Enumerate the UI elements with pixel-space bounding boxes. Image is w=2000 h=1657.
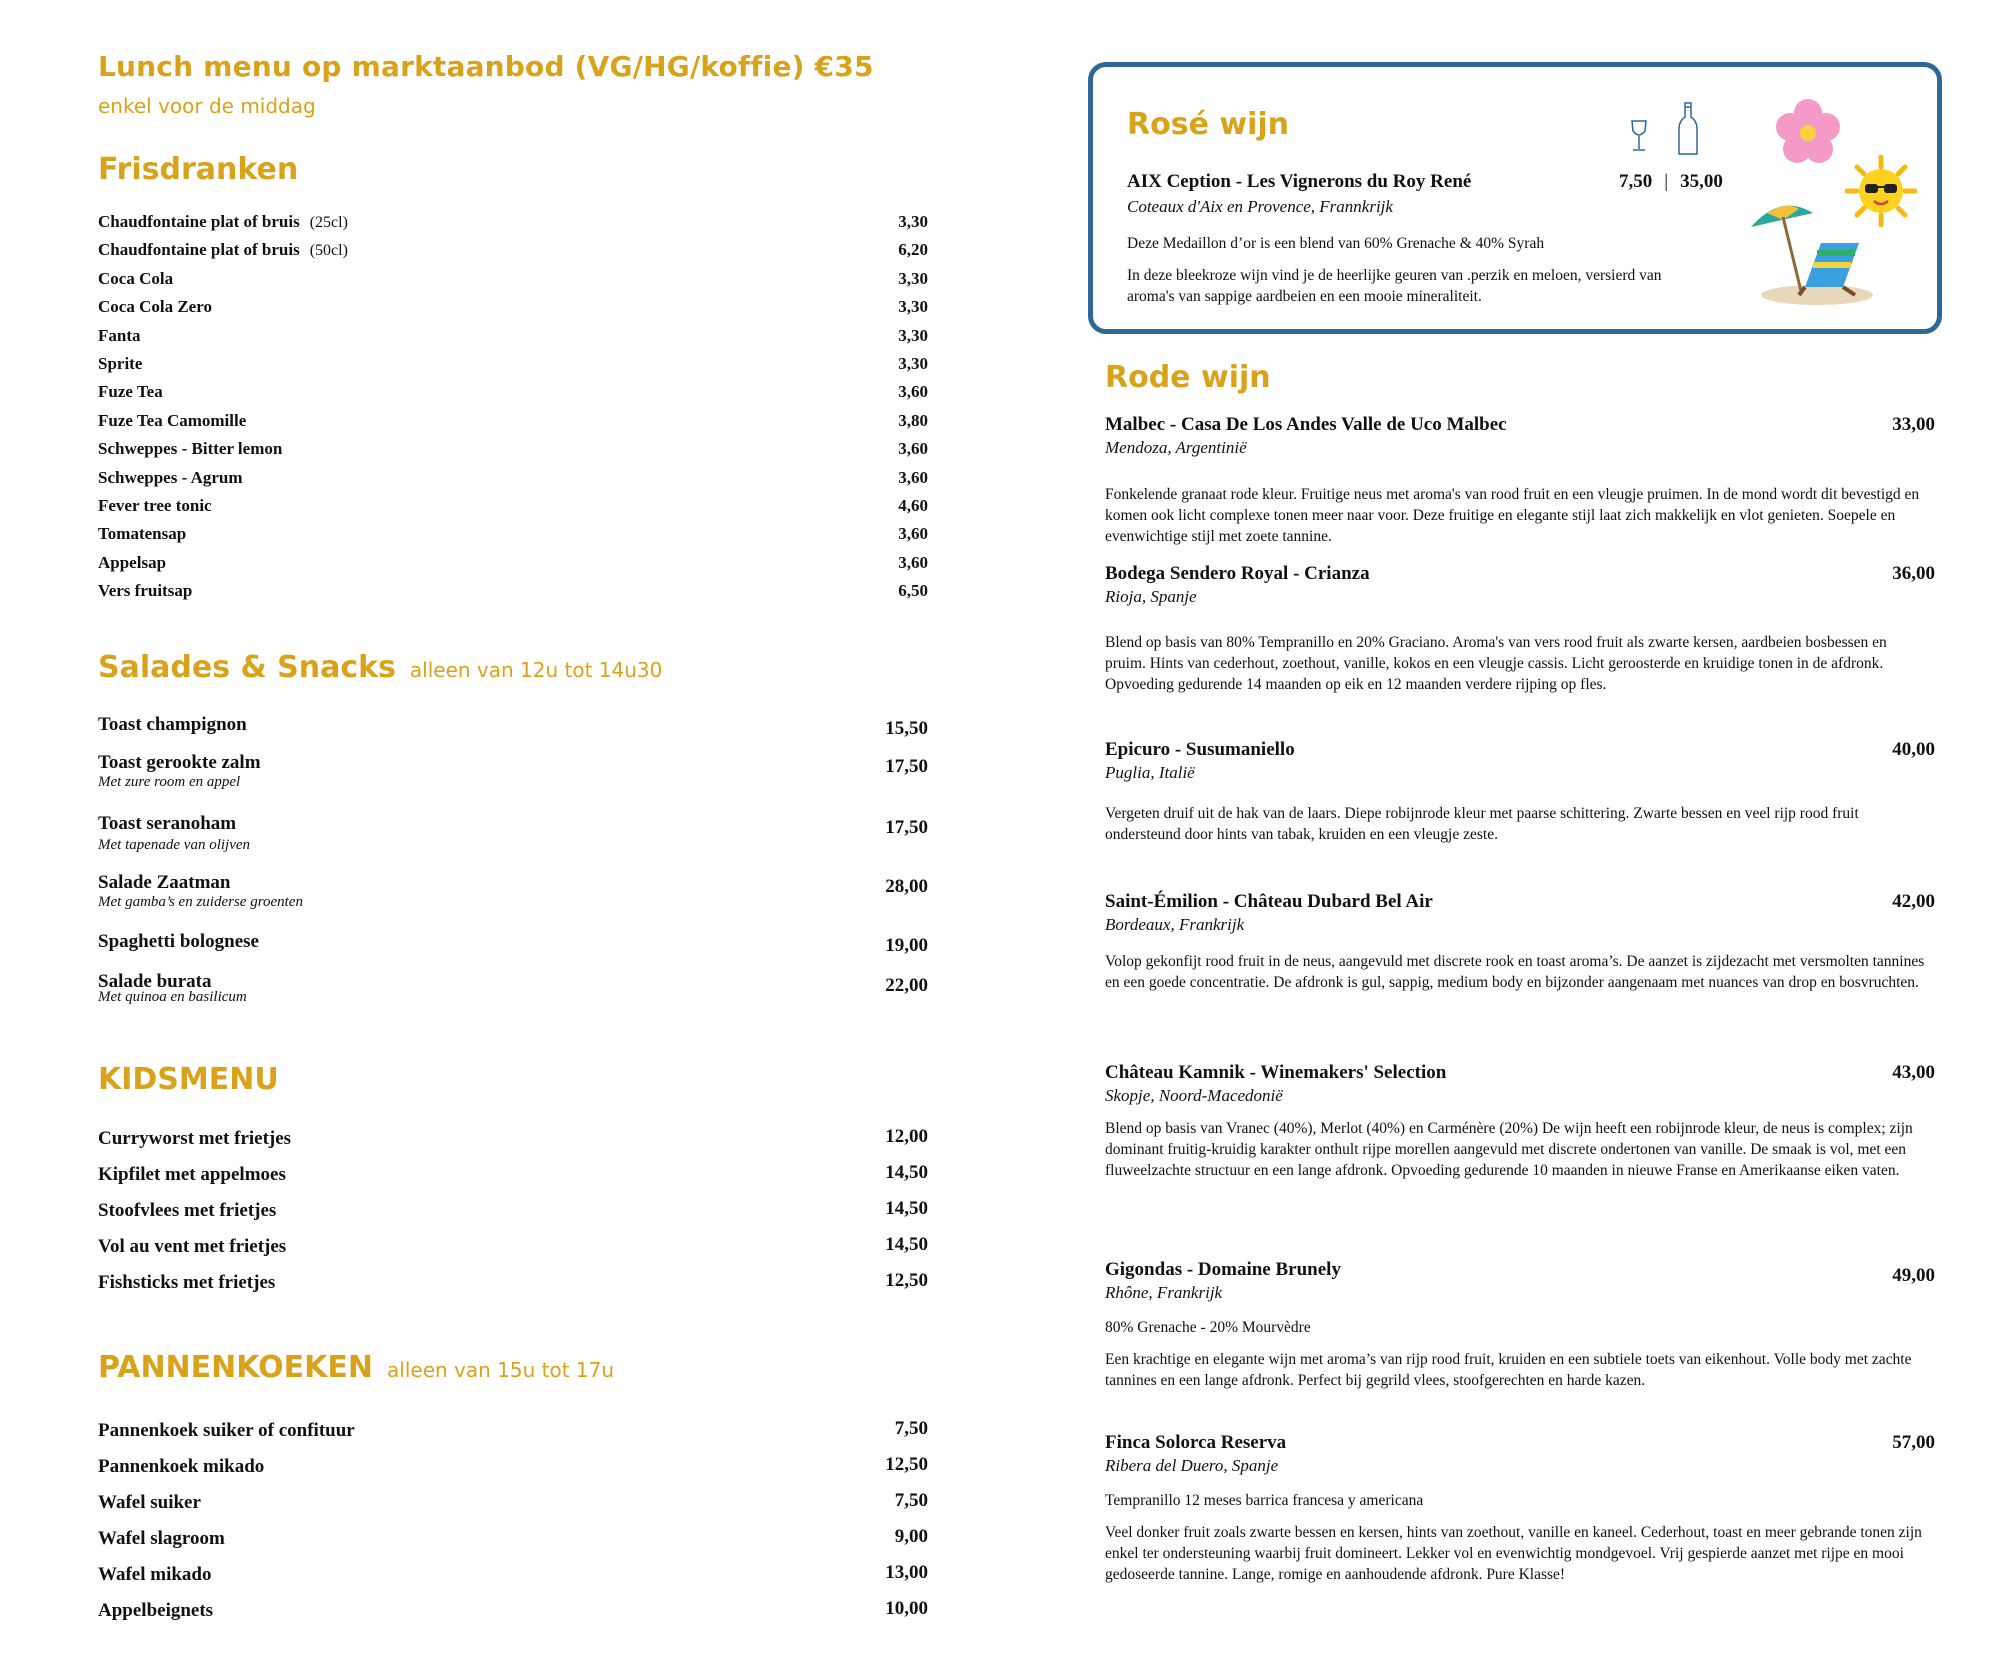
price: 3,60 (898, 439, 928, 459)
price: 7,50 (894, 1490, 928, 1511)
price: 3,30 (898, 325, 928, 345)
price: 6,50 (898, 581, 928, 601)
salades-title: Salades & Snacks alleen van 12u tot 14u30 (98, 650, 663, 685)
wine-description: Vergeten druif uit de hak van de laars. Diepe robijnrode kleur met paarse schittering. Zwarte bessen en veel rijp rood fruit ondersteund door hints van tabak, kruiden en een vleugje zeste. (1105, 805, 1859, 843)
menu-item: Appelsap 3,60 (98, 552, 928, 572)
price: 13,00 (885, 1562, 928, 1583)
price: 14,50 (885, 1234, 928, 1255)
wine-name: Bodega Sendero Royal - Crianza (1105, 563, 1370, 584)
wine-description: Veel donker fruit zoals zwarte bessen en kersen, hints van zoethout, vanille en kaneel. Cederhout, toast en meer gebrande tonen zijn enkel ter ondersteuning waarbij fruit domineert. Lekker vol en evenwichtig mondgevoel. Vrij gespierde aanzet met rijpe en mooi gedoseerde tannine. Lange, romige en aanhoudende afdronk. Pure Klasse! (1105, 1524, 1922, 1583)
wine-name: Finca Solorca Reserva (1105, 1432, 1287, 1453)
price: 22,00 (885, 975, 928, 996)
price: 3,30 (898, 268, 928, 288)
beach-chair-umbrella-icon (1747, 187, 1877, 307)
lunch-menu-title: Lunch menu op marktaanbod (VG/HG/koffie) €35 (98, 50, 874, 83)
wine-glass-icon (1628, 119, 1650, 153)
price: 3,30 (898, 212, 928, 231)
menu-item: Chaudfontaine plat of bruis (25cl) 3,30 (98, 212, 928, 231)
wine-price: 36,00 (1892, 563, 1935, 584)
price: 4,60 (898, 495, 928, 515)
menu-item: Tomatensap 3,60 (98, 524, 928, 544)
wine-price: 40,00 (1892, 739, 1935, 760)
rose-wine-name: AIX Ception - Les Vignerons du Roy René (1127, 171, 1472, 192)
rose-blend-text: Deze Medaillon d’or is een blend van 60% Grenache & 40% Syrah (1127, 235, 1545, 252)
wine-description: Volop gekonfijt rood fruit in de neus, aangevuld met discrete rook en toast aroma’s. De aanzet is zijdezacht met versmolten tannines en een goede concentratie. De afdronk is gul, sappig, medium body en bijzonder aangenaam met nuances van drop en bosvruchten. (1105, 953, 1925, 991)
price: 3,60 (898, 382, 928, 402)
price: 9,00 (894, 1526, 928, 1547)
wine-region: Rhône, Frankrijk (1105, 1283, 1223, 1302)
price: 17,50 (885, 817, 928, 838)
menu-item: Chaudfontaine plat of bruis (50cl) 6,20 (98, 240, 928, 260)
price: 12,50 (885, 1270, 928, 1291)
wine-name: Epicuro - Susumaniello (1105, 739, 1295, 760)
wine-region: Bordeaux, Frankrijk (1105, 915, 1245, 934)
wine-price: 43,00 (1892, 1062, 1935, 1083)
wine-region: Skopje, Noord-Macedonië (1105, 1086, 1283, 1105)
menu-item: Fanta 3,30 (98, 325, 928, 345)
price: 19,00 (885, 935, 928, 956)
price: 3,60 (898, 524, 928, 544)
price: 3,80 (898, 410, 928, 430)
menu-item: Fever tree tonic 4,60 (98, 495, 928, 515)
kidsmenu-title: KIDSMENU (98, 1062, 279, 1097)
frisdranken-list (98, 208, 928, 605)
price: 10,00 (885, 1598, 928, 1619)
price: 14,50 (885, 1198, 928, 1219)
wine-name: Château Kamnik - Winemakers' Selection (1105, 1062, 1447, 1083)
rose-wine-region: Coteaux d'Aix en Provence, Frannkrijk (1127, 197, 1393, 216)
wine-description: Blend op basis van Vranec (40%), Merlot (40%) en Carménère (20%) De wijn heeft een robijnrode kleur, de neus is complex; zijn dominant fruitig-kruidig karakter onthult rijpe morellen aangevuld met discrete ondertonen van vanille. De smaak is vol, met een fluweelzachte structuur en een lange afdronk. Opvoeding gedurende 10 maanden in nieuwe Franse en Amerikaanse eiken vaten. (1105, 1120, 1913, 1179)
wine-name: Saint-Émilion - Château Dubard Bel Air (1105, 891, 1433, 912)
rose-description: In deze bleekroze wijn vind je de heerlijke geuren van .perzik en meloen, versierd van aroma's van sappige aardbeien en een mooie mineraliteit. (1127, 267, 1662, 305)
lunch-menu-subtitle: enkel voor de middag (98, 94, 316, 118)
price: 12,00 (885, 1126, 928, 1147)
wine-price: 49,00 (1892, 1265, 1935, 1286)
wine-price: 33,00 (1892, 414, 1935, 435)
price: 3,30 (898, 353, 928, 373)
menu-item: Schweppes - Agrum 3,60 (98, 467, 928, 487)
price: 3,60 (898, 552, 928, 572)
price: 6,20 (898, 240, 928, 260)
price: 28,00 (885, 876, 928, 897)
wine-region: Rioja, Spanje (1105, 587, 1197, 606)
pannenkoeken-note: alleen van 15u tot 17u (387, 1358, 615, 1382)
rose-wine-box (1088, 62, 1942, 334)
wine-name: Gigondas - Domaine Brunely (1105, 1259, 1341, 1280)
price: 3,30 (898, 297, 928, 317)
menu-item: Vers fruitsap 6,50 (98, 581, 928, 601)
frisdranken-title: Frisdranken (98, 152, 299, 187)
wine-region: Puglia, Italië (1105, 763, 1195, 782)
wine-bottle-icon (1676, 101, 1700, 157)
wine-region: Ribera del Duero, Spanje (1105, 1456, 1279, 1475)
menu-item: Sprite 3,30 (98, 353, 928, 373)
wine-description: Fonkelende granaat rode kleur. Fruitige neus met aroma's van rood fruit en een vleugje pruimen. In de mond wordt dit bevestigd en komen ook licht complexe tonen meer naar voor. Deze fruitige en elegante stijl laat zich makkelijk en vlot genieten. Soepele en evenwichtige stijl met zoete tannine. (1105, 486, 1920, 545)
wine-grapes: Tempranillo 12 meses barrica francesa y americana (1105, 1492, 1424, 1509)
menu-item: Fuze Tea 3,60 (98, 382, 928, 402)
menu-item: Schweppes - Bitter lemon 3,60 (98, 439, 928, 459)
price: 3,60 (898, 467, 928, 487)
price: 15,50 (885, 718, 928, 739)
pannenkoeken-title: PANNENKOEKEN alleen van 15u tot 17u (98, 1350, 615, 1385)
salades-note: alleen van 12u tot 14u30 (409, 658, 663, 682)
wine-price: 57,00 (1892, 1432, 1935, 1453)
wine-region: Mendoza, Argentinië (1105, 438, 1247, 457)
rose-price: 7,50 | 35,00 (1619, 171, 1723, 192)
wine-name: Malbec - Casa De Los Andes Valle de Uco Malbec (1105, 414, 1507, 435)
wine-price: 42,00 (1892, 891, 1935, 912)
menu-item: Fuze Tea Camomille 3,80 (98, 410, 928, 430)
menu-item: Coca Cola 3,30 (98, 268, 928, 288)
wine-grapes: 80% Grenache - 20% Mourvèdre (1105, 1319, 1311, 1336)
flower-icon (1773, 97, 1843, 167)
price: 14,50 (885, 1162, 928, 1183)
price: 7,50 (894, 1418, 928, 1439)
wine-description: Blend op basis van 80% Tempranillo en 20% Graciano. Aroma's van vers rood fruit als zwarte kersen, aardbeien bosbessen en pruim. Hints van cederhout, zoethout, vanille, kokos en een vleugje cassis. Licht geroosterde en kruidige tonen in de afdronk. Opvoeding gedurende 14 maanden op eik en 12 maanden verdere rijping op fles. (1105, 634, 1887, 693)
menu-item: Coca Cola Zero 3,30 (98, 297, 928, 317)
wine-description: Een krachtige en elegante wijn met aroma’s van rijp rood fruit, kruiden en een subtiele toets van eikenhout. Volle body met zachte tannines en een lange afdronk. Perfect bij gegrild vlees, stoofgerechten en harde kazen. (1105, 1351, 1912, 1389)
rode-wijn-title: Rode wijn (1105, 360, 1271, 395)
price: 17,50 (885, 756, 928, 777)
price: 12,50 (885, 1454, 928, 1475)
rose-title: Rosé wijn (1127, 107, 1289, 142)
